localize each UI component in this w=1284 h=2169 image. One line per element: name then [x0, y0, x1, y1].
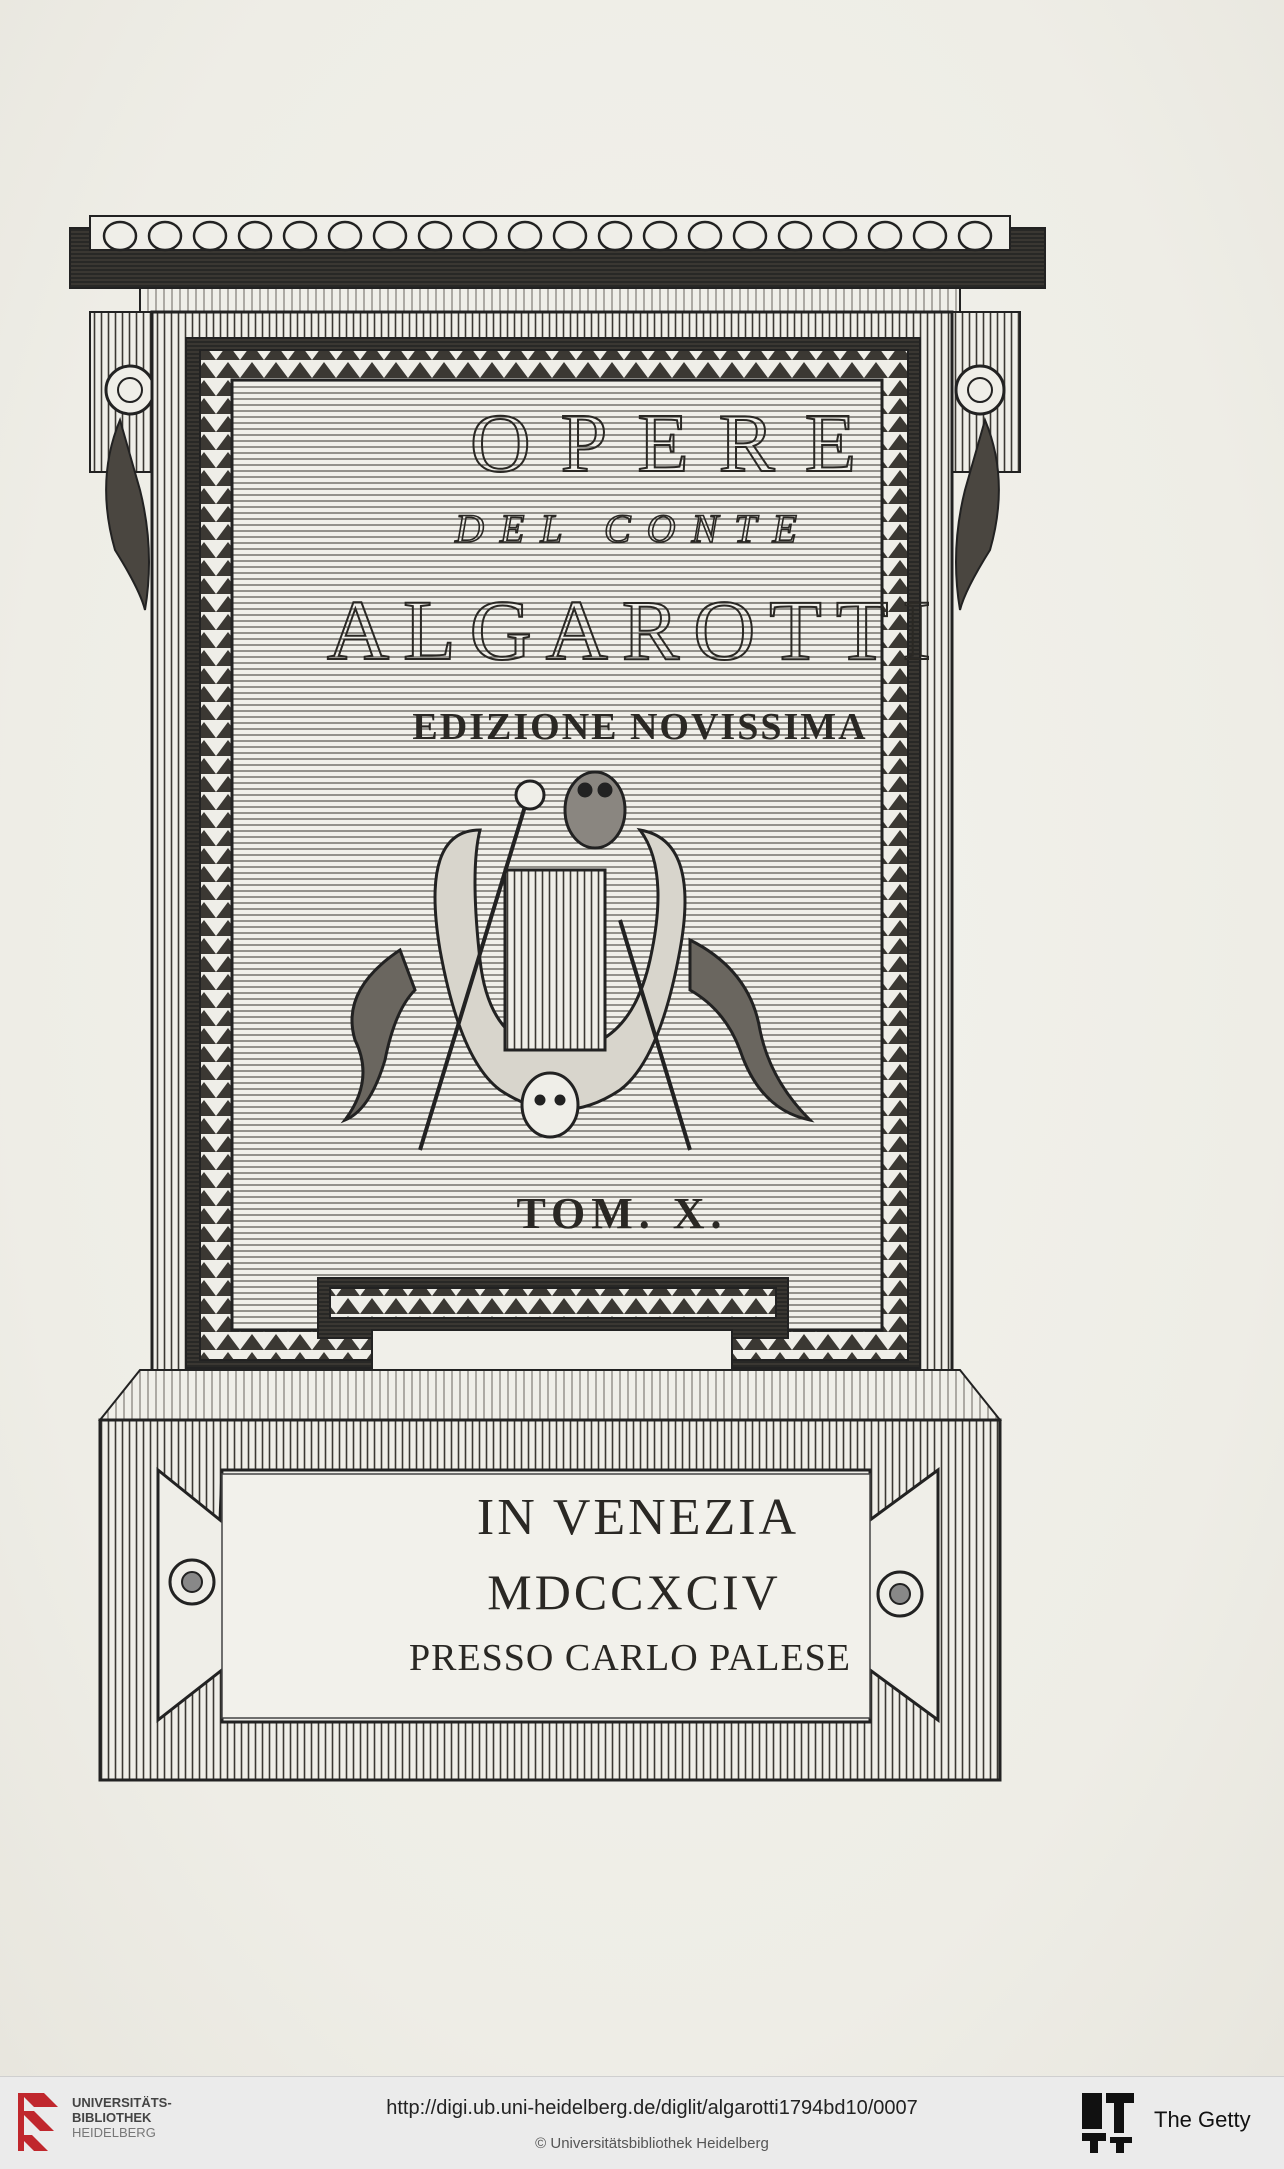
imprint-place: IN VENEZIA [476, 1489, 800, 1546]
library-name-line-1: UNIVERSITÄTS- [72, 2095, 172, 2110]
imprint-year: MDCCXCIV [487, 1564, 781, 1620]
copyright-notice: © Universitätsbibliothek Heidelberg [535, 2135, 769, 2152]
library-name-line-2: BIBLIOTHEK [72, 2110, 152, 2125]
title-algarotti: ALGAROTTI [326, 582, 946, 678]
getty-logo[interactable] [1080, 2091, 1136, 2155]
partner-name[interactable]: The Getty [1154, 2107, 1251, 2132]
edition-line: EDIZIONE NOVISSIMA [412, 706, 868, 748]
library-name-line-3: HEIDELBERG [72, 2125, 156, 2140]
title-del-conte: DEL CONTE [455, 506, 813, 551]
volume-number: TOM. X. [516, 1189, 728, 1238]
viewer-footer [0, 2076, 1284, 2169]
permalink-url[interactable]: http://digi.ub.uni-heidelberg.de/diglit/algarotti1794bd10/0007 [386, 2097, 918, 2119]
title-opere: OPERE [469, 397, 887, 490]
imprint-printer: PRESSO CARLO PALESE [408, 1637, 852, 1679]
